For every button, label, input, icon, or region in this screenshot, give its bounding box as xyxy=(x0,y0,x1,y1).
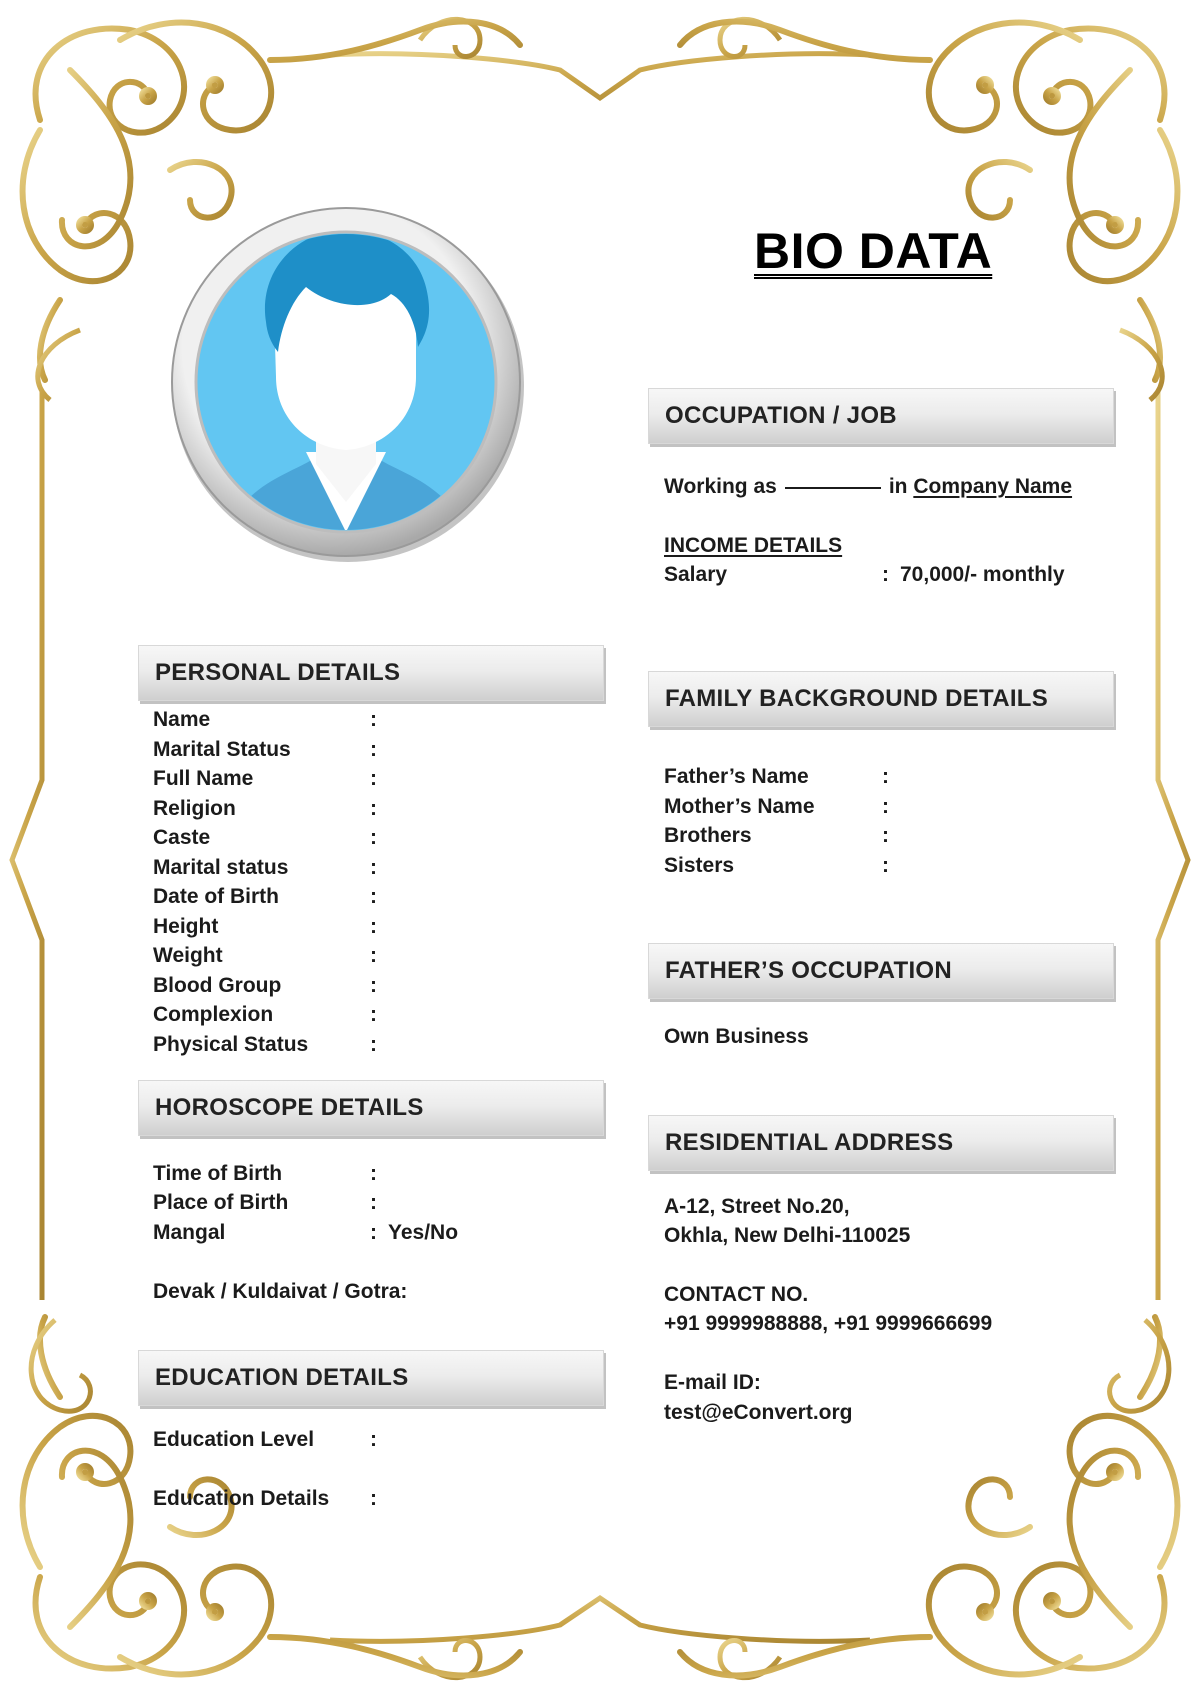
time-of-birth-colon: : xyxy=(370,1162,377,1185)
personal-field-label: Weight xyxy=(153,944,223,967)
personal-field-colon: : xyxy=(370,796,377,820)
education-details-label: Education Details xyxy=(153,1487,330,1510)
personal-field-label: Caste xyxy=(153,826,211,849)
personal-field-label: Marital Status xyxy=(153,737,291,761)
personal-field-colon: : xyxy=(370,708,377,731)
place-of-birth-label: Place of Birth xyxy=(153,1191,289,1214)
email-label: E-mail ID: xyxy=(664,1371,761,1394)
residence-heading xyxy=(648,1115,1114,1171)
family-field-colon: : xyxy=(882,824,889,847)
working-as-label: Working as xyxy=(664,475,777,498)
personal-field-colon: : xyxy=(370,885,377,908)
mangal-value: Yes/No xyxy=(388,1221,459,1244)
family-heading-text: FAMILY BACKGROUND DETAILS xyxy=(665,685,1049,712)
personal-field-label: Date of Birth xyxy=(153,885,279,908)
family-field-colon: : xyxy=(882,853,889,877)
address-line2: Okhla, New Delhi-110025 xyxy=(664,1224,911,1247)
email-value: test@eConvert.org xyxy=(664,1401,853,1424)
page-title: BIO DATA xyxy=(754,223,993,279)
education-details-colon: : xyxy=(370,1487,377,1510)
personal-field-colon: : xyxy=(370,973,377,997)
personal-field-label: Height xyxy=(153,914,219,938)
family-heading xyxy=(648,671,1114,727)
mangal-colon: : xyxy=(370,1221,377,1244)
company-name: Company Name xyxy=(913,475,1073,498)
horoscope-heading xyxy=(138,1080,604,1136)
devak-label: Devak / Kuldaivat / Gotra: xyxy=(153,1280,408,1303)
education-level-colon: : xyxy=(370,1428,377,1451)
family-field-colon: : xyxy=(882,794,889,818)
salary-label: Salary xyxy=(664,563,728,586)
personal-field-label: Religion xyxy=(153,796,236,820)
address-line1: A-12, Street No.20, xyxy=(664,1195,850,1218)
family-field-label: Father’s Name xyxy=(664,765,809,788)
education-level-label: Education Level xyxy=(153,1428,315,1451)
personal-field-colon: : xyxy=(370,944,377,967)
education-heading-text: EDUCATION DETAILS xyxy=(155,1364,409,1391)
personal-field-colon: : xyxy=(370,737,377,761)
residence-heading-text: RESIDENTIAL ADDRESS xyxy=(665,1129,954,1156)
personal-field-label: Complexion xyxy=(153,1003,274,1026)
personal-field-label: Marital status xyxy=(153,855,289,879)
in-label: in xyxy=(888,475,908,498)
personal-field-colon: : xyxy=(370,826,377,849)
occupation-heading-text: OCCUPATION / JOB xyxy=(665,402,897,429)
family-field-label: Mother’s Name xyxy=(664,794,815,818)
personal-heading xyxy=(138,645,604,701)
salary-value: 70,000/- monthly xyxy=(900,563,1065,586)
family-field-label: Sisters xyxy=(664,853,735,877)
personal-heading-text: PERSONAL DETAILS xyxy=(155,659,401,686)
education-heading xyxy=(138,1350,604,1406)
fathers-occupation-heading-text: FATHER’S OCCUPATION xyxy=(665,957,953,984)
personal-field-colon: : xyxy=(370,914,377,938)
fathers-occupation-value: Own Business xyxy=(664,1025,809,1048)
contact-label: CONTACT NO. xyxy=(664,1283,809,1306)
mangal-label: Mangal xyxy=(153,1221,226,1244)
avatar-man-icon xyxy=(166,202,526,562)
job-title-blank xyxy=(785,487,881,489)
personal-field-colon: : xyxy=(370,1032,377,1056)
personal-field-label: Full Name xyxy=(153,767,254,790)
time-of-birth-label: Time of Birth xyxy=(153,1162,283,1185)
place-of-birth-colon: : xyxy=(370,1191,377,1214)
personal-field-label: Physical Status xyxy=(153,1032,309,1056)
salary-colon: : xyxy=(882,563,889,586)
personal-field-label: Blood Group xyxy=(153,973,282,997)
personal-field-label: Name xyxy=(153,708,211,731)
personal-field-colon: : xyxy=(370,855,377,879)
occupation-heading xyxy=(648,388,1114,444)
personal-field-colon: : xyxy=(370,767,377,790)
personal-field-colon: : xyxy=(370,1003,377,1026)
working-as-line xyxy=(664,475,1072,499)
income-heading: INCOME DETAILS xyxy=(664,534,843,557)
fathers-occupation-heading xyxy=(648,943,1114,999)
family-field-colon: : xyxy=(882,765,889,788)
contact-value: +91 9999988888, +91 9999666699 xyxy=(664,1312,993,1335)
family-field-label: Brothers xyxy=(664,824,752,847)
horoscope-heading-text: HOROSCOPE DETAILS xyxy=(155,1094,424,1121)
